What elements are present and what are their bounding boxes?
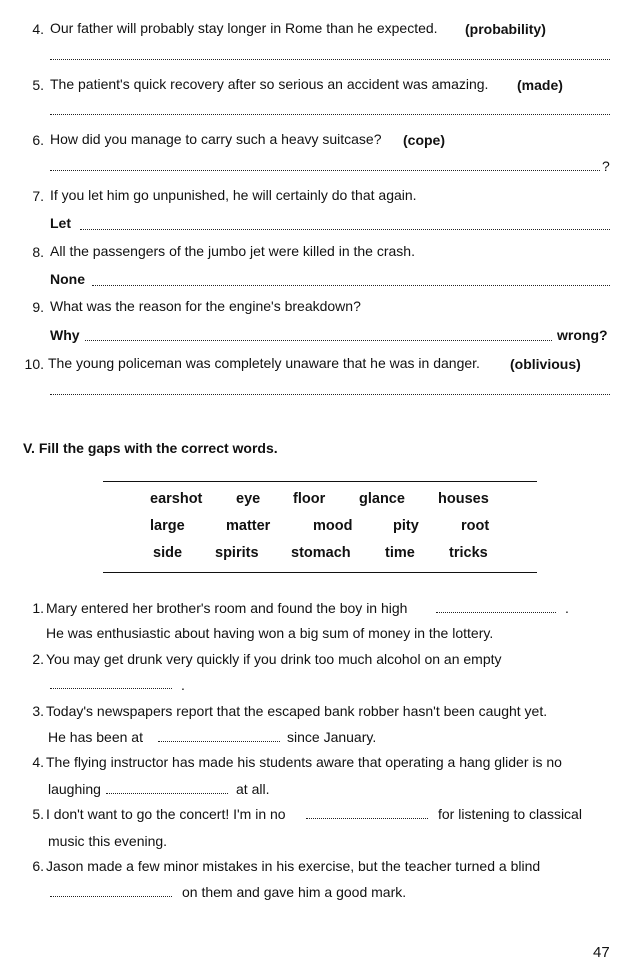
box-top-rule (103, 481, 537, 482)
item-number: 8. (32, 244, 44, 260)
item-sentence-cont: laughing (48, 781, 101, 797)
word: large (150, 518, 185, 534)
item-number: 6. (32, 858, 44, 874)
item-sentence: You may get drunk very quickly if you drink too much alcohol on an empty (46, 651, 502, 667)
page-number: 47 (593, 944, 610, 961)
item-number: 4. (32, 21, 44, 37)
item-number: 4. (32, 754, 44, 770)
item-sentence: Today's newspapers report that the escaped bank robber hasn't been caught yet. (46, 703, 548, 719)
item-sentence: Mary entered her brother's room and found the boy in high (46, 600, 408, 616)
word: floor (293, 491, 326, 507)
item-sentence: I don't want to go the concert! I'm in no (46, 806, 286, 822)
answer-line[interactable] (50, 394, 610, 395)
item-sentence-cont: at all. (236, 781, 270, 797)
answer-trail: wrong? (557, 327, 608, 343)
answer-line[interactable] (50, 59, 610, 60)
item-sentence: The young policeman was completely unaware that he was in danger. (48, 355, 480, 371)
item-sentence-cont: for listening to classical (438, 806, 582, 822)
item-sentence-cont: He has been at (48, 729, 143, 745)
item-sentence: Jason made a few minor mistakes in his exercise, but the teacher turned a blind (46, 858, 541, 874)
answer-line[interactable] (80, 229, 610, 230)
section-title: V. Fill the gaps with the correct words. (23, 440, 278, 456)
word: mood (313, 518, 353, 534)
sentence-end: . (565, 600, 569, 616)
item-sentence-cont: music this evening. (48, 833, 168, 849)
word: glance (359, 491, 405, 507)
item-number: 7. (32, 188, 44, 204)
word: houses (438, 491, 489, 507)
item-sentence: Our father will probably stay longer in Rome than he expected. (50, 20, 438, 36)
answer-gap[interactable] (306, 818, 428, 819)
sentence-end: . (181, 677, 185, 693)
item-hint: (oblivious) (510, 356, 581, 372)
item-number: 2. (32, 651, 44, 667)
answer-lead: None (50, 271, 85, 287)
item-number: 5. (32, 77, 44, 93)
answer-gap[interactable] (436, 612, 556, 613)
word: time (385, 545, 415, 561)
box-bottom-rule (103, 572, 537, 573)
answer-lead: Let (50, 215, 71, 231)
answer-trail: ? (602, 158, 610, 174)
item-sentence: All the passengers of the jumbo jet were killed in the crash. (50, 243, 415, 259)
item-sentence-cont: He was enthusiastic about having won a big sum of money in the lottery. (46, 625, 494, 641)
answer-line[interactable] (85, 340, 552, 341)
item-sentence: The flying instructor has made his students aware that operating a hang glider is no (46, 754, 562, 770)
item-sentence: The patient's quick recovery after so serious an accident was amazing. (50, 76, 489, 92)
word: eye (236, 491, 261, 507)
answer-line[interactable] (50, 114, 610, 115)
item-sentence: If you let him go unpunished, he will certainly do that again. (50, 187, 417, 203)
item-sentence: How did you manage to carry such a heavy suitcase? (50, 131, 382, 147)
item-number: 10. (24, 356, 44, 372)
item-number: 5. (32, 806, 44, 822)
answer-gap[interactable] (158, 741, 280, 742)
item-hint: (cope) (403, 132, 445, 148)
word: root (461, 518, 490, 534)
item-hint: (probability) (465, 21, 546, 37)
answer-line[interactable] (50, 170, 600, 171)
item-number: 6. (32, 132, 44, 148)
item-sentence: What was the reason for the engine's breakdown? (50, 298, 361, 314)
answer-gap[interactable] (50, 688, 172, 689)
item-hint: (made) (517, 77, 563, 93)
answer-gap[interactable] (50, 896, 172, 897)
word: earshot (150, 491, 203, 507)
word: spirits (215, 545, 259, 561)
word: matter (226, 518, 271, 534)
answer-lead: Why (50, 327, 80, 343)
answer-gap[interactable] (106, 793, 228, 794)
item-number: 9. (32, 299, 44, 315)
item-number: 3. (32, 703, 44, 719)
word: tricks (449, 545, 488, 561)
answer-line[interactable] (92, 285, 610, 286)
item-sentence-cont: on them and gave him a good mark. (182, 884, 407, 900)
word: side (153, 545, 183, 561)
item-sentence-cont: since January. (287, 729, 377, 745)
item-number: 1. (32, 600, 44, 616)
word: pity (393, 518, 419, 534)
word: stomach (291, 545, 351, 561)
